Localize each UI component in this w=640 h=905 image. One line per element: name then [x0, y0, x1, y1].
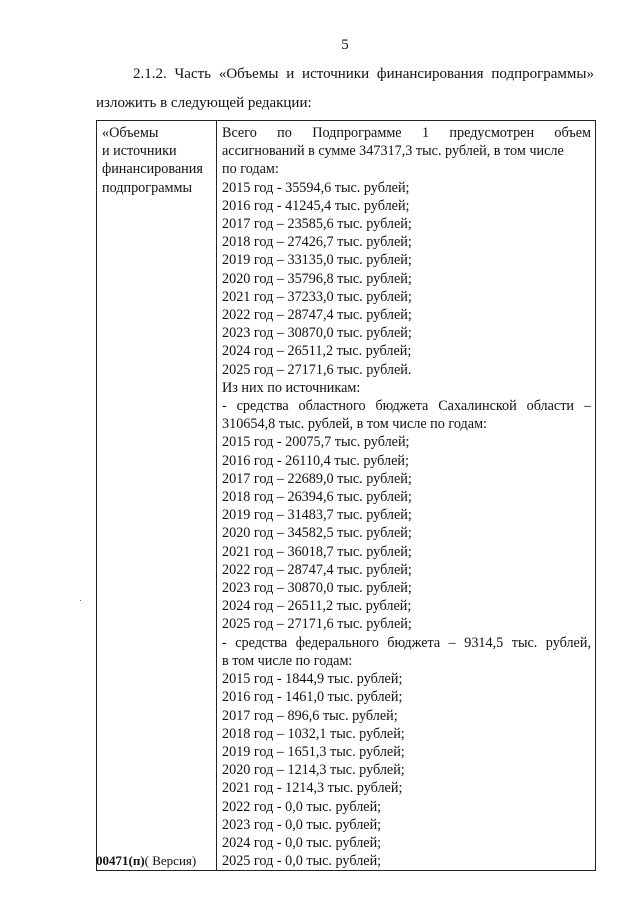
- federal-budget-line: в том числе по годам:: [222, 652, 353, 669]
- intro-line-1: 2.1.2. Часть «Объемы и источники финансирования подпрограммы»: [133, 66, 594, 82]
- federal-year-line: 2022 год - 0,0 тыс. рублей;: [222, 798, 382, 815]
- regional-year-line: 2017 год – 22689,0 тыс. рублей;: [222, 470, 412, 487]
- section-title-line: «Объемы: [102, 125, 159, 141]
- total-year-line: 2018 год – 27426,7 тыс. рублей;: [222, 234, 412, 251]
- total-line: по годам:: [222, 161, 279, 178]
- document-code: 00471(п): [96, 853, 145, 868]
- regional-budget-line: - средства областного бюджета Сахалинской области –: [222, 398, 591, 415]
- section-title-line: финансирования: [102, 161, 203, 178]
- section-title-line: и источники: [102, 143, 177, 160]
- regional-year-line: 2021 год – 36018,7 тыс. рублей;: [222, 543, 412, 560]
- page-number: 5: [341, 37, 349, 53]
- total-year-line: 2017 год – 23585,6 тыс. рублей;: [222, 216, 412, 233]
- regional-year-line: 2020 год – 34582,5 тыс. рублей;: [222, 525, 412, 542]
- federal-year-line: 2025 год - 0,0 тыс. рублей;: [222, 853, 382, 870]
- regional-year-line: 2022 год – 28747,4 тыс. рублей;: [222, 561, 412, 578]
- federal-year-line: 2024 год - 0,0 тыс. рублей;: [222, 834, 382, 851]
- regional-year-line: 2024 год – 26511,2 тыс. рублей;: [222, 598, 412, 615]
- federal-budget-line: - средства федерального бюджета – 9314,5 тыс. рублей,: [222, 634, 591, 651]
- total-year-line: 2016 год - 41245,4 тыс. рублей;: [222, 197, 410, 214]
- federal-year-line: 2018 год – 1032,1 тыс. рублей;: [222, 725, 405, 742]
- regional-budget-line: 310654,8 тыс. рублей, в том числе по годам:: [222, 416, 487, 433]
- regional-year-line: 2016 год - 26110,4 тыс. рублей;: [222, 452, 409, 469]
- total-year-line: 2020 год – 35796,8 тыс. рублей;: [222, 270, 412, 287]
- total-line: ассигнований в сумме 347317,3 тыс. рублей, в том числе: [222, 143, 564, 160]
- federal-year-line: 2020 год – 1214,3 тыс. рублей;: [222, 762, 405, 779]
- federal-year-line: 2017 год – 896,6 тыс. рублей;: [222, 707, 398, 724]
- financing-table: [96, 120, 596, 871]
- regional-year-line: 2015 год - 20075,7 тыс. рублей;: [222, 434, 410, 451]
- table-row: [97, 121, 596, 871]
- sources-heading: Из них по источникам:: [222, 379, 361, 396]
- section-title-cell: [97, 121, 217, 871]
- regional-year-line: 2019 год – 31483,7 тыс. рублей;: [222, 507, 412, 524]
- total-line: Всего по Подпрограмме 1 предусмотрен объем: [222, 125, 591, 141]
- document-version: ( Версия): [144, 853, 197, 868]
- intro-line-2: изложить в следующей редакции:: [96, 95, 312, 111]
- regional-year-line: 2025 год – 27171,6 тыс. рублей;: [222, 616, 412, 633]
- total-year-line: 2022 год – 28747,4 тыс. рублей;: [222, 307, 412, 324]
- financing-details-cell: [217, 121, 596, 871]
- federal-year-line: 2021 год - 1214,3 тыс. рублей;: [222, 780, 403, 797]
- margin-mark: [80, 600, 81, 601]
- total-year-line: 2021 год – 37233,0 тыс. рублей;: [222, 288, 412, 305]
- federal-year-line: 2023 год - 0,0 тыс. рублей;: [222, 816, 382, 833]
- intro-paragraph: [96, 60, 594, 118]
- section-title-line: подпрограммы: [102, 179, 192, 196]
- regional-year-line: 2023 год – 30870,0 тыс. рублей;: [222, 580, 412, 597]
- federal-year-line: 2019 год – 1651,3 тыс. рублей;: [222, 743, 405, 760]
- total-year-line: 2019 год – 33135,0 тыс. рублей;: [222, 252, 412, 269]
- regional-year-line: 2018 год – 26394,6 тыс. рублей;: [222, 489, 412, 506]
- federal-year-line: 2015 год - 1844,9 тыс. рублей;: [222, 671, 403, 688]
- footer: [96, 853, 196, 869]
- total-year-line: 2015 год - 35594,6 тыс. рублей;: [222, 179, 410, 196]
- total-year-line: 2024 год – 26511,2 тыс. рублей;: [222, 343, 412, 360]
- federal-year-line: 2016 год - 1461,0 тыс. рублей;: [222, 689, 403, 706]
- total-year-line: 2025 год – 27171,6 тыс. рублей.: [222, 361, 412, 378]
- total-year-line: 2023 год – 30870,0 тыс. рублей;: [222, 325, 412, 342]
